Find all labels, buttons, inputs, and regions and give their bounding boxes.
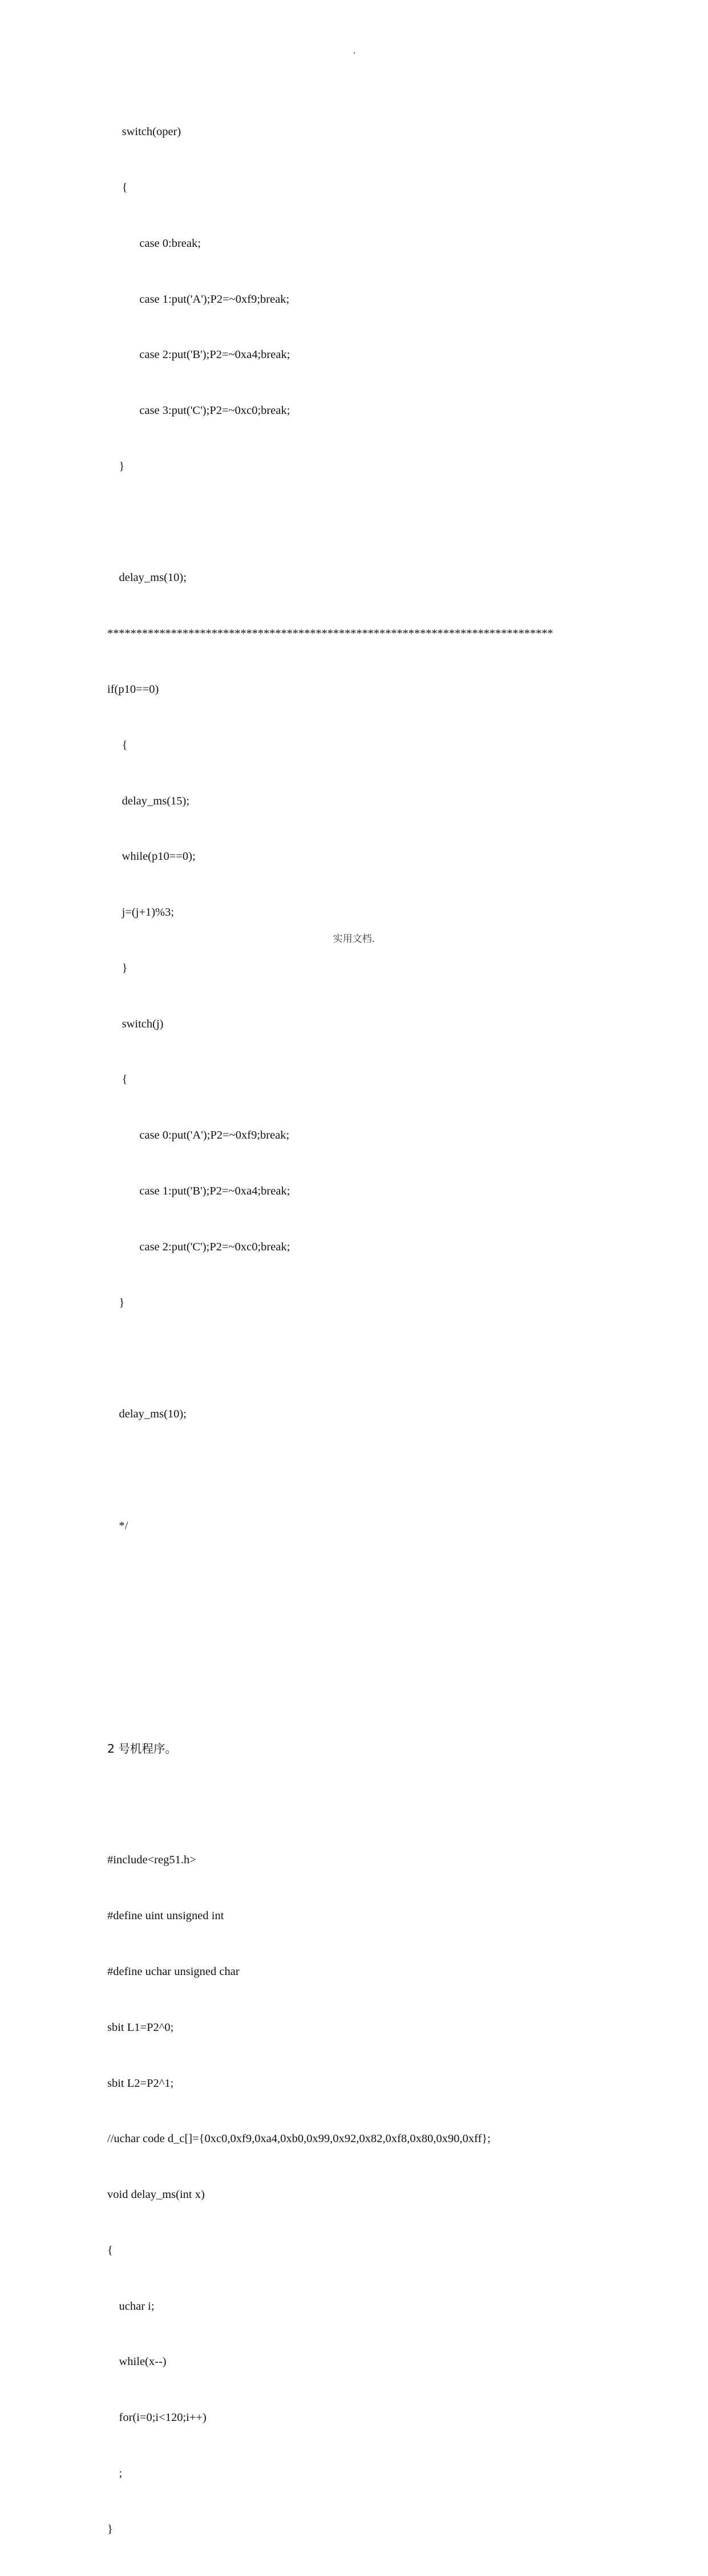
page-footer: 实用文档. xyxy=(333,933,375,945)
code-line xyxy=(107,1628,553,1647)
code-line: case 2:put('B');P2=~0xa4;break; xyxy=(107,348,290,361)
code-line: void delay_ms(int x) xyxy=(107,2188,205,2201)
code-line: case 3:put('C');P2=~0xc0;break; xyxy=(107,404,290,417)
code-line: { xyxy=(107,1073,128,1086)
code-line: case 0:break; xyxy=(107,237,201,250)
code-line: case 1:put('A');P2=~0xf9;break; xyxy=(107,292,290,306)
code-line: //uchar code d_c[]={0xc0,0xf9,0xa4,0xb0,0x99,0x92,0x82,0xf8,0x80,0x90,0xff}; xyxy=(107,2132,491,2146)
code-line: #define uchar unsigned char xyxy=(107,1965,240,1978)
code-line: delay_ms(15); xyxy=(107,794,190,807)
code-line xyxy=(107,1795,553,1814)
code-line: #define uint unsigned int xyxy=(107,1909,224,1923)
code-line: case 1:put('B');P2=~0xa4;break; xyxy=(107,1185,290,1198)
code-line: sbit L2=P2^1; xyxy=(107,2077,174,2090)
header-mark xyxy=(354,52,355,54)
code-line: } xyxy=(107,460,125,473)
code-line: */ xyxy=(107,1519,128,1532)
code-line: uchar i; xyxy=(107,2299,155,2313)
code-line: delay_ms(10); xyxy=(107,571,187,584)
code-line xyxy=(107,1461,553,1480)
code-line: for(i=0;i<120;i++) xyxy=(107,2411,207,2424)
code-line: } xyxy=(107,2522,113,2536)
code-line xyxy=(107,1349,553,1368)
code-line: { xyxy=(107,181,128,194)
code-line: switch(j) xyxy=(107,1017,164,1030)
separator-line: ***************************************************************************** xyxy=(107,627,553,640)
code-line xyxy=(107,1684,553,1703)
code-line: switch(oper) xyxy=(107,125,181,139)
code-line: { xyxy=(107,2244,113,2257)
code-line: while(x--) xyxy=(107,2355,167,2368)
code-line: ; xyxy=(107,2467,123,2480)
code-line: if(p10==0) xyxy=(107,683,159,696)
code-line xyxy=(107,1573,553,1591)
code-line: } xyxy=(107,961,128,974)
code-line: j=(j+1)%3; xyxy=(107,906,175,919)
code-line: while(p10==0); xyxy=(107,850,196,863)
code-line: case 2:put('C');P2=~0xc0;break; xyxy=(107,1240,290,1253)
code-line xyxy=(107,513,553,532)
code-line: sbit L1=P2^0; xyxy=(107,2021,174,2034)
code-line: case 0:put('A');P2=~0xf9;break; xyxy=(107,1129,290,1142)
code-line: delay_ms(10); xyxy=(107,1408,187,1421)
code-line: { xyxy=(107,738,128,751)
code-listing xyxy=(107,86,553,2576)
section-heading: 2 号机程序。 xyxy=(107,1741,177,1756)
code-line: #include<reg51.h> xyxy=(107,1854,196,1867)
code-line: } xyxy=(107,1296,125,1309)
